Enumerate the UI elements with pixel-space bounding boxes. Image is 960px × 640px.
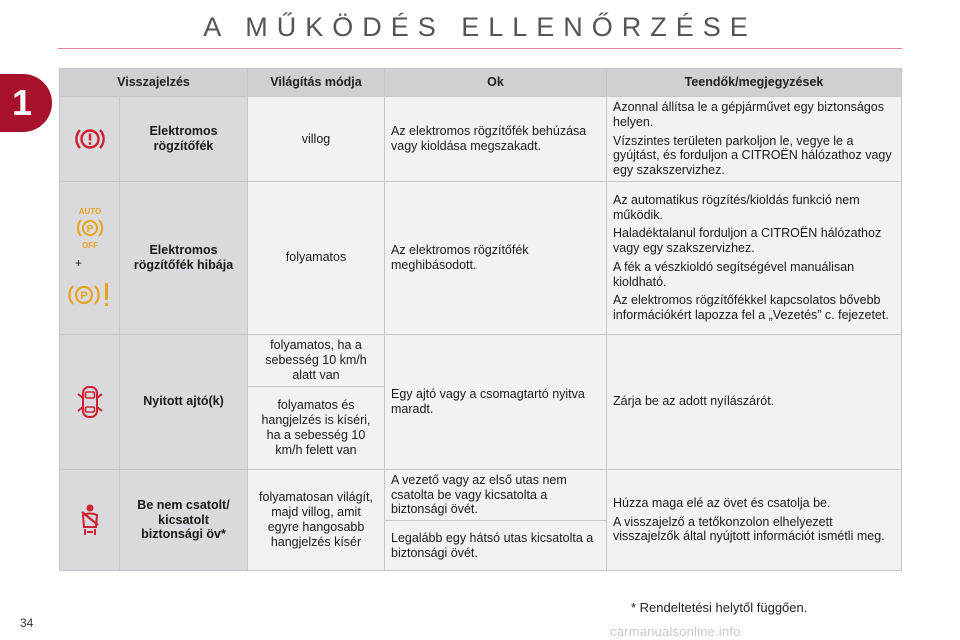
action-text: Haladéktalanul forduljon a CITROËN hálózathoz vagy egy szakszervizhez.: [613, 226, 882, 255]
cause-text: Egy ajtó vagy a csomagtartó nyitva maradt.: [385, 334, 607, 469]
table-row: [60, 97, 902, 182]
plus-sign: +: [74, 255, 82, 270]
footnote: * Rendeltetési helytől függően.: [631, 600, 808, 615]
p-label: P: [86, 223, 93, 235]
off-label: OFF: [81, 240, 98, 250]
action-text: A fék a vészkioldó segítségével manuálisan kioldható.: [613, 259, 855, 289]
indicator-cell: [60, 97, 120, 182]
page-title: A MŰKÖDÉS ELLENŐRZÉSE: [203, 12, 757, 42]
auto-parking-brake-off-icon: [60, 206, 119, 250]
watermark: carmanualsonline.info: [610, 624, 741, 639]
door-open-icon: [60, 383, 119, 421]
svg-text:P: P: [79, 289, 88, 302]
column-header-actions: Teendők/megjegyzések: [607, 69, 902, 97]
indicator-cell: [60, 181, 120, 334]
auto-label: AUTO: [78, 206, 101, 216]
lighting-mode: villog: [248, 97, 385, 182]
action-text: Az automatikus rögzítés/kioldás funkció nem működik.: [613, 192, 860, 222]
action-text: Az elektromos rögzítőfékkel kapcsolatos bővebb információkért lapozza fel a „Vezetés” c. fejezetet.: [613, 293, 889, 322]
actions-cell: [607, 181, 902, 334]
lighting-mode: folyamatos és hangjelzés is kíséri, ha a sebesség 10 km/h felett van: [248, 386, 385, 469]
action-text: A visszajelző a tetőkonzolon elhelyezett visszajelzők által nyújtott információt ismétli meg.: [613, 514, 885, 544]
indicator-name: Elektromos rögzítőfék: [120, 97, 248, 182]
indicator-cell: [60, 469, 120, 570]
parking-brake-fault-icon: [60, 280, 119, 310]
table-row: [60, 181, 902, 334]
indicator-cell: [60, 334, 120, 469]
column-header-cause: Ok: [385, 69, 607, 97]
action-text: Azonnal állítsa le a gépjárművet egy biztonságos helyen.: [613, 100, 884, 129]
warning-lights-table: [59, 68, 902, 571]
lighting-mode: folyamatos, ha a sebesség 10 km/h alatt van: [248, 334, 385, 386]
table-header-row: [60, 69, 902, 97]
column-header-indicator: Visszajelzés: [60, 69, 248, 97]
chapter-tab: 1: [0, 74, 52, 132]
cause-text: Az elektromos rögzítőfék meghibásodott.: [385, 181, 607, 334]
actions-cell: [607, 469, 902, 570]
column-header-lighting: Világítás módja: [248, 69, 385, 97]
actions-cell: [607, 97, 902, 182]
page-number: 34: [20, 616, 34, 630]
cause-text: Az elektromos rögzítőfék behúzása vagy kioldása megszakadt.: [385, 97, 607, 182]
indicator-name: Be nem csatolt/ kicsatolt biztonsági öv*: [120, 469, 248, 570]
table-row: [60, 469, 902, 520]
seatbelt-warning-icon: [60, 503, 119, 537]
cause-text: Legalább egy hátsó utas kicsatolta a biztonsági övét.: [385, 521, 607, 571]
lighting-mode: folyamatosan világít, majd villog, amit egyre hangosabb hangjelzés kísér: [248, 469, 385, 570]
cause-text: A vezető vagy az első utas nem csatolta be vagy kicsatolta a biztonsági övét.: [385, 469, 607, 520]
indicator-name: Elektromos rögzítőfék hibája: [120, 181, 248, 334]
indicator-name: Nyitott ajtó(k): [120, 334, 248, 469]
action-text: Zárja be az adott nyílászárót.: [607, 334, 902, 469]
table-row: [60, 334, 902, 386]
action-text: Vízszintes területen parkoljon le, vegye le a gyújtást, és forduljon a CITROËN hálózathoz vagy egy szakszervizhez.: [613, 133, 892, 177]
lighting-mode: folyamatos: [248, 181, 385, 334]
action-text: Húzza maga elé az övet és csatolja be.: [613, 495, 831, 510]
title-divider: [58, 48, 902, 49]
brake-warning-icon: [60, 125, 119, 153]
